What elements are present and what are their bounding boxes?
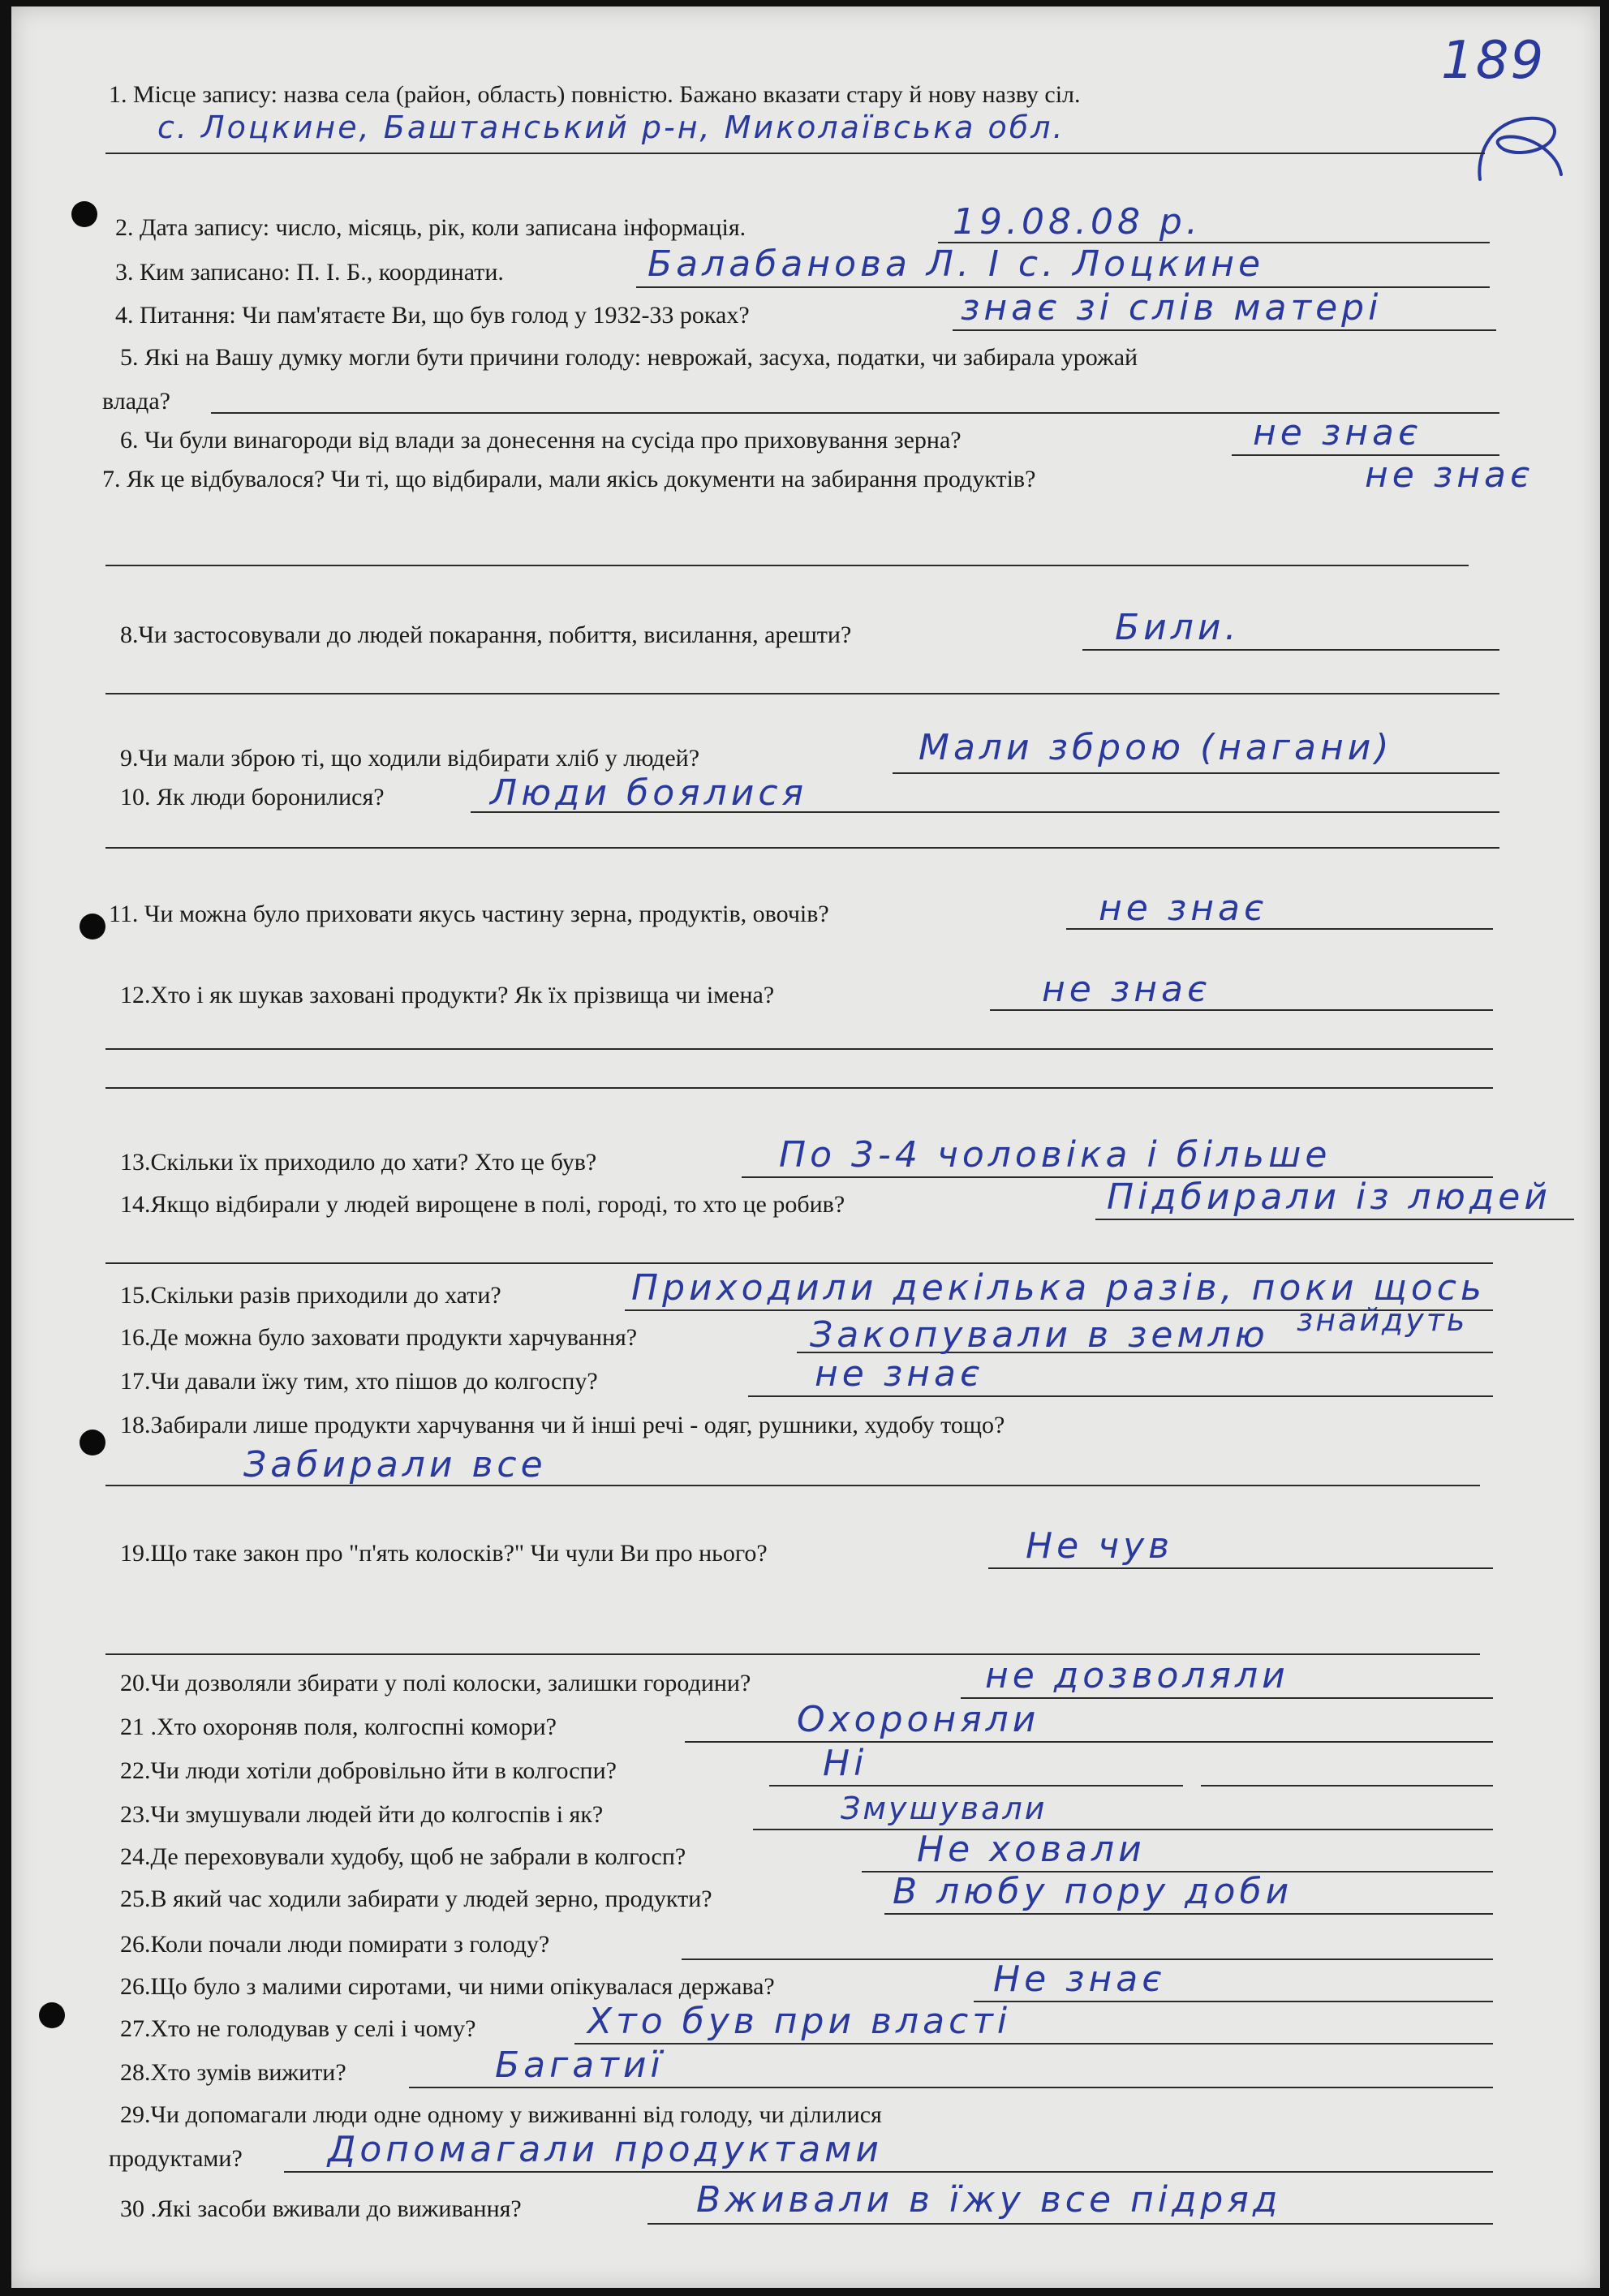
answer-line xyxy=(409,2087,1493,2088)
question-text: 20.Чи дозволяли збирати у полі колоски, залишки городини? xyxy=(120,1670,751,1696)
answer-line xyxy=(884,1913,1493,1915)
answer-text: Не ховали xyxy=(917,1829,1146,1870)
question-text: 15.Скільки разів приходили до хати? xyxy=(120,1282,501,1309)
question-text: 6. Чи були винагороди від влади за донесення на сусіда про приховування зерна? xyxy=(120,427,962,454)
question-text: 17.Чи давали їжу тим, хто пішов до колгоспу? xyxy=(120,1368,598,1395)
punch-hole xyxy=(80,1430,105,1455)
answer-text: не знає xyxy=(815,1353,984,1395)
answer-line xyxy=(1095,1219,1574,1220)
answer-text: Закопували в землю xyxy=(810,1314,1269,1356)
answer-line xyxy=(769,1785,1183,1786)
punch-hole xyxy=(71,201,97,227)
answer-line xyxy=(105,1262,1493,1264)
answer-text: Не чув xyxy=(1026,1525,1174,1567)
question-text: 29.Чи допомагали люди одне одному у виживанні від голоду, чи ділилися xyxy=(120,2101,882,2128)
question-text: 11. Чи можна було приховати якусь частину зерна, продуктів, овочів? xyxy=(109,901,829,927)
question-text: 10. Як люди боронилися? xyxy=(120,784,385,810)
question-text: 26.Коли почали люди помирати з голоду? xyxy=(120,1931,550,1958)
question-text: 19.Що таке закон про "п'ять колосків?" Чи чули Ви про нього? xyxy=(120,1540,768,1567)
question-text: 12.Хто і як шукав заховані продукти? Як їх прізвища чи імена? xyxy=(120,982,775,1008)
answer-line xyxy=(1082,649,1499,651)
question-text-continued: продуктами? xyxy=(109,2145,243,2172)
answer-text: Били. xyxy=(1115,607,1241,648)
punch-hole xyxy=(80,914,105,939)
answer-text: Підбирали із людей xyxy=(1107,1176,1551,1218)
question-text: 24.Де переховували худобу, щоб не забрали в колгосп? xyxy=(120,1843,686,1870)
answer-line xyxy=(647,2223,1493,2225)
answer-text: Багатиї xyxy=(495,2044,665,2086)
answer-text: Охороняли xyxy=(797,1699,1040,1740)
question-text: 14.Якщо відбирали у людей вирощене в полі, городі, то хто це робив? xyxy=(120,1191,845,1218)
answer-line xyxy=(105,1087,1493,1089)
question-text: 28.Хто зумів вижити? xyxy=(120,2059,346,2086)
answer-line xyxy=(105,847,1499,849)
answer-line xyxy=(105,1048,1493,1050)
answer-text: Мали зброю (нагани) xyxy=(919,727,1393,768)
question-text: 30 .Які засоби вживали до виживання? xyxy=(120,2195,522,2222)
question-text: 27.Хто не голодував у селі і чому? xyxy=(120,2015,476,2042)
question-text: 21 .Хто охороняв поля, колгоспні комори? xyxy=(120,1713,557,1740)
answer-text: Люди боялися xyxy=(490,772,808,814)
answer-text: не знає xyxy=(1099,888,1268,929)
question-text: 25.В який час ходили забирати у людей зерно, продукти? xyxy=(120,1885,712,1912)
question-text: 13.Скільки їх приходило до хати? Хто це був? xyxy=(120,1149,597,1176)
question-text: 4. Питання: Чи пам'ятаєте Ви, що був голод у 1932-33 роках? xyxy=(115,302,750,329)
question-text: 9.Чи мали зброю ті, що ходили відбирати хліб у людей? xyxy=(120,745,700,772)
question-text: 16.Де можна було заховати продукти харчування? xyxy=(120,1324,638,1351)
question-text: 7. Як це відбувалося? Чи ті, що відбирали, мали якісь документи на забирання продуктів? xyxy=(102,466,1036,492)
question-text: 22.Чи люди хотіли добровільно йти в колгоспи? xyxy=(120,1757,617,1784)
answer-text: не знає xyxy=(1365,454,1534,496)
question-text: 8.Чи застосовували до людей покарання, побиття, висилання, арешти? xyxy=(120,621,852,648)
answer-line xyxy=(685,1741,1493,1743)
question-text: 2. Дата запису: число, місяць, рік, коли записана інформація. xyxy=(115,214,746,241)
answer-text: Допомагали продуктами xyxy=(328,2129,883,2170)
answer-line xyxy=(953,329,1496,331)
questionnaire-page xyxy=(11,6,1600,2288)
question-text: 5. Які на Вашу думку могли бути причини голоду: неврожай, засуха, податки, чи забирала урожай xyxy=(120,344,1138,371)
question-text: 1. Місце запису: назва села (район, область) повністю. Бажано вказати стару й нову назву сіл. xyxy=(109,81,1081,108)
answer-line xyxy=(105,693,1499,694)
question-text: 26.Що було з малими сиротами, чи ними опікувалася держава? xyxy=(120,1973,775,2000)
answer-text: Хто був при власті xyxy=(587,2001,1012,2042)
answer-line xyxy=(988,1567,1493,1569)
answer-text: Забирали все xyxy=(243,1444,547,1486)
answer-text: Приходили декілька разів, поки щось xyxy=(631,1267,1486,1309)
answer-text: В любу пору доби xyxy=(893,1871,1293,1912)
handwritten-mark xyxy=(1472,108,1568,186)
punch-hole xyxy=(39,2002,65,2028)
answer-text: Вживали в їжу все підряд xyxy=(696,2179,1282,2221)
answer-text: не дозволяли xyxy=(985,1655,1289,1696)
answer-text: не знає xyxy=(1253,412,1422,454)
answer-text-continued: знайдуть xyxy=(1297,1302,1468,1338)
answer-text: Балабанова Л. І с. Лоцкине xyxy=(647,243,1265,285)
answer-text: знає зі слів матері xyxy=(961,287,1383,329)
question-text: 18.Забирали лише продукти харчування чи й інші речі - одяг, рушники, худобу тощо? xyxy=(120,1412,1005,1438)
answer-line xyxy=(574,2043,1493,2044)
answer-line xyxy=(961,1697,1493,1699)
answer-text: Ні xyxy=(823,1743,868,1784)
answer-text: с. Лоцкине, Баштанський р-н, Миколаївська обл. xyxy=(157,110,1065,145)
question-text: 3. Ким записано: П. І. Б., координати. xyxy=(115,259,504,286)
answer-line xyxy=(284,2171,1493,2173)
question-text-continued: влада? xyxy=(102,388,170,415)
answer-text: По 3-4 чоловіка і більше xyxy=(779,1134,1332,1176)
answer-text: Не знає xyxy=(993,1958,1166,2000)
answer-line xyxy=(1201,1785,1493,1786)
answer-text: Змушували xyxy=(841,1791,1048,1826)
answer-line xyxy=(974,2001,1493,2002)
answer-line xyxy=(748,1395,1493,1397)
answer-text: 19.08.08 р. xyxy=(953,201,1202,243)
answer-text: не знає xyxy=(1042,969,1211,1010)
answer-line xyxy=(105,565,1469,566)
answer-line xyxy=(893,772,1499,774)
question-text: 23.Чи змушували людей йти до колгоспів і як? xyxy=(120,1801,604,1828)
page-number: 189 xyxy=(1441,31,1546,91)
answer-line xyxy=(105,153,1485,154)
